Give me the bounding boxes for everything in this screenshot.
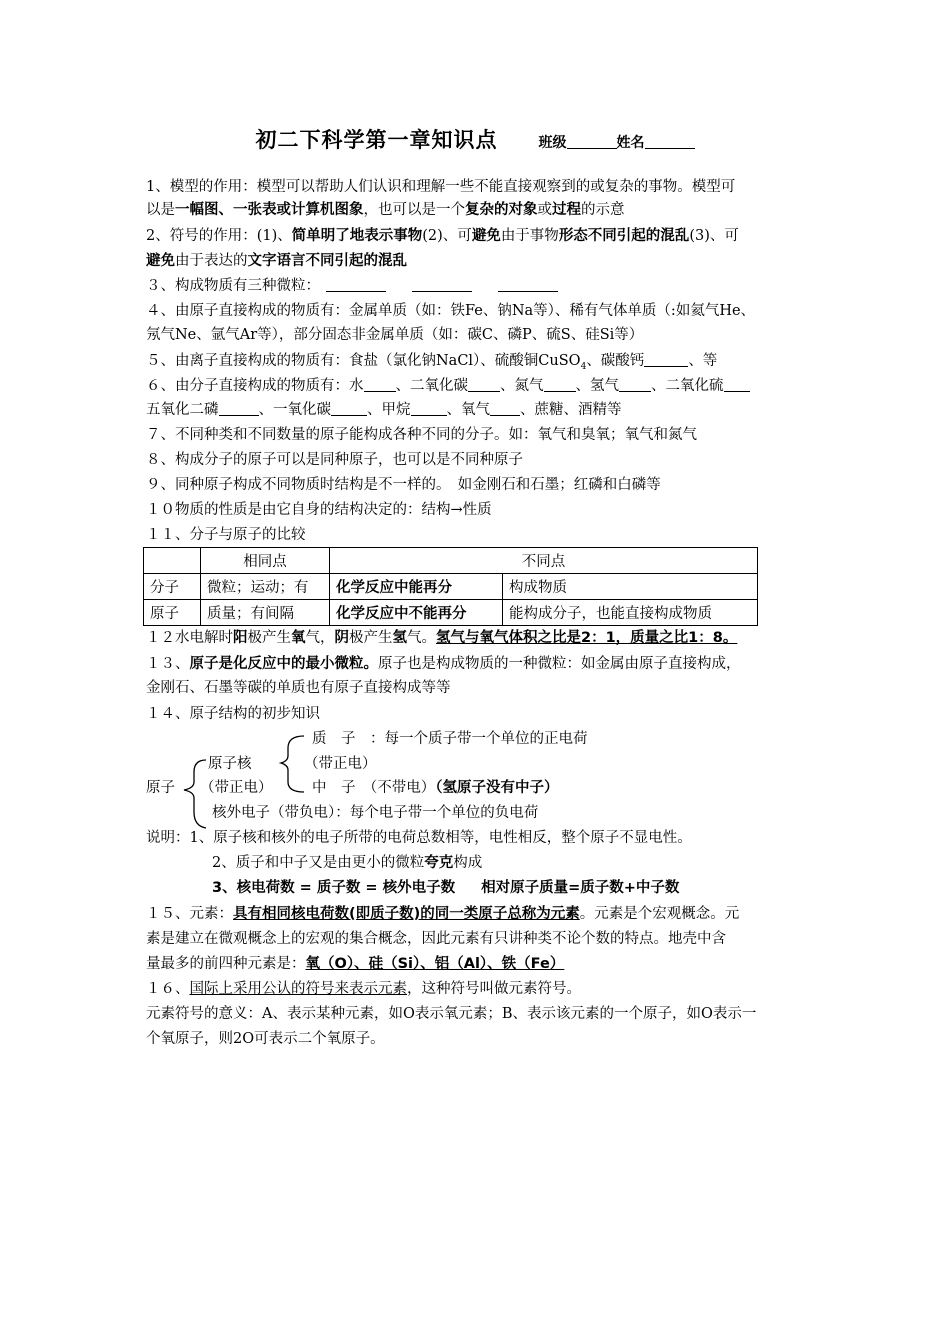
para-4-line-2: 氖气Ne、氩气Ar等），部分固态非金属单质（如：碳C、磷P、硫S、硅Si等） [146, 327, 644, 343]
text-seg: 原子也是构成物质的一种微粒：如金属由原子直接构成， [378, 656, 741, 672]
text-seg: 极产生 [247, 630, 291, 646]
bold-seg: 避免 [471, 228, 501, 244]
para-15-line-3 [146, 953, 814, 975]
table-header-cell: 不同点 [330, 548, 758, 574]
bold-underline-seg: 氧（O）、硅（Si）、铝（Al）、铁（Fe） [305, 956, 565, 972]
bold-seg: 过程 [552, 202, 581, 218]
para-7: ７、不同种类和不同数量的原子能构成各种不同的分子。如：氧气和臭氧；氧气和氮气 [146, 427, 697, 443]
nucleus-label: 原子核 [208, 756, 252, 772]
text-seg: 或 [537, 202, 552, 218]
para-14: １４、原子结构的初步知识 [146, 706, 320, 722]
text-seg: (2)、可 [422, 228, 472, 244]
text-seg: １３、 [146, 656, 190, 672]
text-seg: 由于事物 [500, 228, 559, 244]
bold-seg: 形态不同引起的混乱 [558, 228, 690, 244]
note-3 [212, 877, 679, 899]
table-cell: 化学反应中能再分 [330, 574, 503, 600]
bold-seg: 阴 [334, 630, 349, 646]
text-seg: １５、元素： [146, 906, 233, 922]
table-cell: 分子 [144, 574, 201, 600]
table-header-cell: 相同点 [201, 548, 330, 574]
text-seg: 2、符号的作用：(1)、 [146, 228, 292, 244]
bold-seg: 阳 [233, 630, 248, 646]
bold-seg: 3、核电荷数 = 质子数 = 核外电子数 [212, 880, 456, 896]
para-16 [146, 978, 814, 1000]
para-13-line-2: 金刚石、石墨等碳的单质也有原子直接构成等等 [146, 680, 451, 696]
text-seg: ３、构成物质有三种微粒： [146, 278, 320, 294]
text-seg: 、蔗糖、酒精等 [520, 402, 622, 418]
para-17-line-2: 个氧原子，则2O可表示二个氧原子。 [146, 1031, 385, 1047]
table-cell: 能构成分子，也能直接构成物质 [503, 600, 758, 626]
text-seg: 量最多的前四种元素是： [146, 956, 306, 972]
para-11: １１、分子与原子的比较 [146, 527, 306, 543]
text-seg: １６、 [146, 981, 190, 997]
bold-seg: 文字语言不同引起的混乱 [247, 253, 407, 269]
bold-seg: 夸克 [424, 855, 454, 871]
text-seg: 、二氧化硫 [651, 378, 724, 394]
subscript: 4 [580, 361, 587, 372]
text-seg: (3)、可 [689, 228, 739, 244]
class-label: 班级 [538, 135, 567, 151]
text-seg: 五氧化二磷 [146, 402, 219, 418]
bold-seg: 一幅图、一张表或计算机图象 [175, 202, 364, 218]
text-seg: 、甲烷 [367, 402, 411, 418]
text-seg: 2、质子和中子又是由更小的微粒 [212, 855, 425, 871]
bold-seg: 避免 [146, 253, 175, 269]
electron-line: 核外电子（带负电）：每个电子带一个单位的负电荷 [212, 805, 539, 821]
name-label: 姓名 [616, 135, 645, 151]
bold-seg: 氢 [392, 630, 407, 646]
para-4-line-1: ４、由原子直接构成的物质有：金属单质（如：铁Fe、钠Na等）、稀有气体单质（:如氦气He、 [146, 303, 756, 319]
text-seg: 、氮气 [500, 378, 544, 394]
text-seg: 气， [305, 630, 335, 646]
bold-seg: 简单明了地表示事物 [291, 228, 423, 244]
bold-seg: 复杂的对象 [465, 202, 538, 218]
text-seg: 由于表达的 [175, 253, 248, 269]
text-seg: 以是 [146, 202, 175, 218]
para-15-line-2: 素是建立在微观概念上的宏观的集合概念，因此元素有只讲种类不论个数的特点。地壳中含 [146, 931, 726, 947]
text-seg: 气。 [407, 630, 436, 646]
nucleus-charge: （带正电） [200, 780, 273, 796]
bold-seg: 氧 [291, 630, 306, 646]
table-cell: 构成物质 [503, 574, 758, 600]
atom-label: 原子 [146, 780, 175, 796]
proton-line: 质 子 ：每一个质子带一个单位的正电荷 [312, 731, 588, 747]
bold-seg: 原子是化反应中的最小微粒。 [189, 656, 378, 672]
table-cell: 原子 [144, 600, 201, 626]
note-1: 说明：1、原子核和核外的电子所带的电荷总数相等，电性相反，整个原子不显电性。 [146, 830, 692, 846]
page-title: 初二下科学第一章知识点 [255, 128, 498, 152]
text-seg: 、氢气 [575, 378, 619, 394]
text-seg: 、氧气 [446, 402, 490, 418]
bold-underline-seg: 具有相同核电荷数(即质子数)的同一类原子总称为元素 [233, 906, 580, 922]
underline-seg: 国际上采用公认的符号来表示元素 [189, 981, 407, 997]
proton-charge: （带正电） [304, 756, 377, 772]
text-seg: 的示意 [581, 202, 625, 218]
text-seg: 、二氧化碳 [395, 378, 468, 394]
text-seg: 。元素是个宏观概念。元 [579, 906, 740, 922]
table-cell: 微粒；运动；有 [201, 574, 330, 600]
text-seg: １２水电解时 [146, 630, 233, 646]
neutron-line [312, 777, 559, 799]
text-seg: 、等 [688, 353, 718, 369]
table-cell: 化学反应中不能再分 [330, 600, 503, 626]
text-seg: 极产生 [349, 630, 393, 646]
text-seg: ，这种符号叫做元素符号。 [407, 981, 581, 997]
para-10: １０物质的性质是由它自身的结构决定的：结构→性质 [146, 502, 492, 518]
para-8: ８、构成分子的原子可以是同种原子，也可以是不同种原子 [146, 452, 523, 468]
text-seg: 中 子 （不带电） [312, 780, 436, 796]
text-seg: ６、由分子直接构成的物质有：水 [146, 378, 364, 394]
note-2 [212, 852, 482, 874]
para-9: ９、同种原子构成不同物质时结构是不一样的。 如金刚石和石墨；红磷和白磷等 [146, 477, 661, 493]
bold-seg: （氢原子没有中子） [435, 780, 559, 796]
bold-underline-seg: 氢气与氧气体积之比是2：1，质量之比1：8。 [436, 630, 738, 646]
text-seg: ５、由离子直接构成的物质有：食盐（氯化钠NaCl）、硫酸铜CuSO [146, 353, 581, 369]
para-15-line-1 [146, 903, 814, 925]
para-1-line-1: 1、模型的作用：模型可以帮助人们认识和理解一些不能直接观察到的或复杂的事物。模型可 [146, 179, 736, 195]
para-17-line-1: 元素符号的意义：A、表示某种元素，如O表示氧元素；B、表示该元素的一个原子，如O表示一 [146, 1006, 757, 1022]
bold-seg: 相对原子质量=质子数+中子数 [481, 880, 680, 896]
table-cell: 质量；有间隔 [201, 600, 330, 626]
text-seg: 构成 [453, 855, 483, 871]
text-seg: 、碳酸钙 [586, 353, 645, 369]
text-seg: ，也可以是一个 [363, 202, 465, 218]
brace-nucleus [281, 736, 304, 792]
text-seg: 、一氧化碳 [258, 402, 331, 418]
